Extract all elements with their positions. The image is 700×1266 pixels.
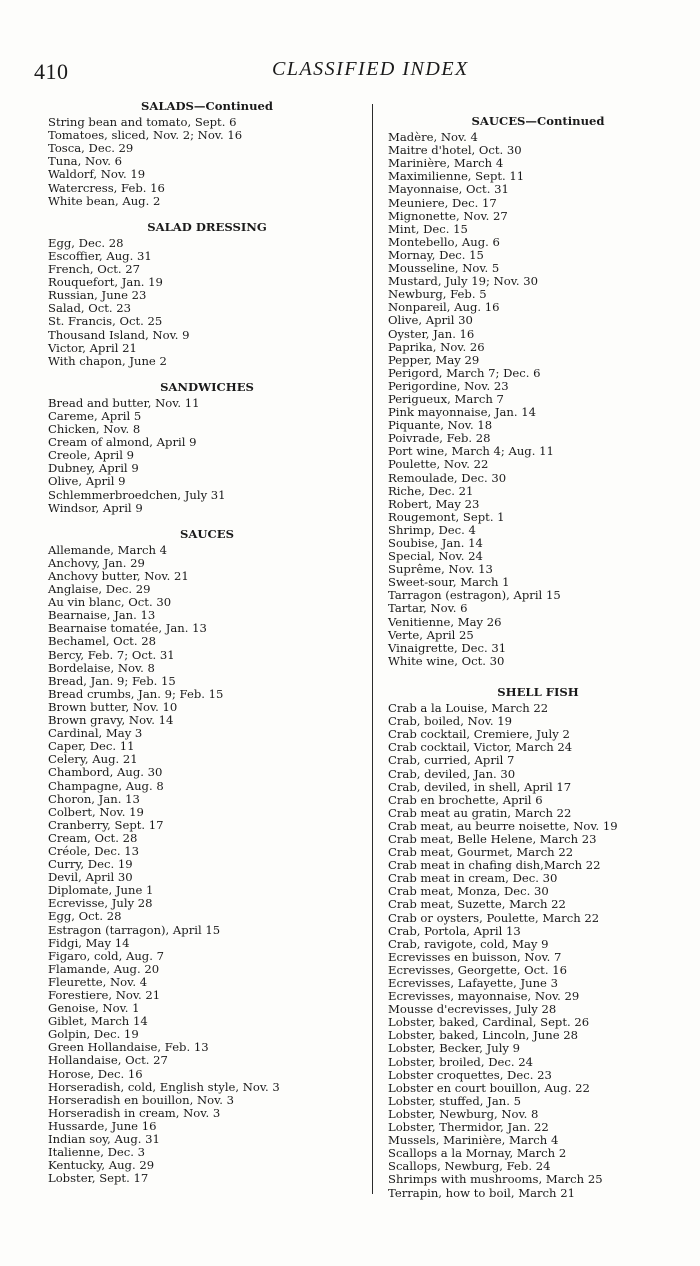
left-column	[48, 100, 366, 1185]
index-entry: Scallops a la Mornay, March 2	[388, 1146, 567, 1161]
index-entry: Anglaise, Dec. 29	[48, 582, 151, 597]
index-entry: Anchovy butter, Nov. 21	[48, 569, 189, 583]
index-entry: Perigord, March 7; Dec. 6	[388, 365, 541, 380]
index-entry: Crab, curried, April 7	[388, 753, 515, 768]
index-entry: Chicken, Nov. 8	[48, 422, 141, 437]
section-heading: SAUCES—Continued	[471, 114, 605, 128]
index-entry: Bordelaise, Nov. 8	[48, 660, 155, 675]
index-entry: Caper, Dec. 11	[48, 739, 135, 754]
index-entry: Crab meat in chafing dish,March 22	[388, 858, 601, 873]
index-entry: Shrimp, Dec. 4	[388, 522, 476, 537]
index-entry: Salad, Oct. 23	[48, 301, 132, 316]
index-entry: With chapon, June 2	[48, 353, 167, 368]
index-entry: Cream, Oct. 28	[48, 830, 138, 845]
index-entry: Bread crumbs, Jan. 9; Feb. 15	[48, 686, 224, 701]
index-entry: Ecrevisse, July 28	[48, 896, 153, 911]
index-entry: Créole, Dec. 13	[48, 843, 139, 858]
page-number: 410	[34, 59, 69, 84]
index-entry: Soubise, Jan. 14	[388, 536, 483, 550]
index-entry: Horseradish en bouillon, Nov. 3	[48, 1092, 234, 1107]
index-entry: Choron, Jan. 13	[48, 791, 140, 806]
index-entry: Nonpareil, Aug. 16	[388, 300, 500, 315]
index-entry: Crab meat, Monza, Dec. 30	[388, 884, 549, 899]
index-entry: Lobster, Sept. 17	[48, 1171, 149, 1186]
index-entry: Giblet, March 14	[48, 1014, 148, 1029]
index-entry: Suprême, Nov. 13	[388, 562, 493, 577]
index-entry: Crab, deviled, in shell, April 17	[388, 779, 572, 794]
index-entry: Au vin blanc, Oct. 30	[48, 595, 172, 610]
index-entry: Piquante, Nov. 18	[388, 418, 493, 433]
index-entry: Genoise, Nov. 1	[48, 1001, 140, 1016]
index-entry: Montebello, Aug. 6	[388, 234, 500, 249]
index-entry: Crab or oysters, Poulette, March 22	[388, 910, 600, 925]
index-entry: Curry, Dec. 19	[48, 857, 133, 872]
index-entry: Mignonette, Nov. 27	[388, 208, 508, 223]
index-entry: Figaro, cold, Aug. 7	[48, 948, 164, 963]
index-entry: Mayonnaise, Oct. 31	[388, 182, 509, 197]
index-entry: Champagne, Aug. 8	[48, 778, 164, 793]
index-entry: Ecrevisses, Georgette, Oct. 16	[388, 962, 567, 977]
index-entry: Italienne, Dec. 3	[48, 1145, 145, 1160]
index-entry: Indian soy, Aug. 31	[48, 1132, 160, 1147]
index-entry-list	[388, 131, 688, 668]
index-entry: Ecrevisses, mayonnaise, Nov. 29	[388, 989, 580, 1004]
section-heading: SHELL FISH	[497, 684, 579, 699]
index-entry: Lobster, baked, Lincoln, June 28	[388, 1028, 578, 1043]
index-entry: Crab, ravigote, cold, May 9	[388, 936, 549, 951]
index-entry: Oyster, Jan. 16	[388, 326, 475, 341]
index-entry: Colbert, Nov. 19	[48, 804, 144, 819]
index-entry: Crab, deviled, Jan. 30	[388, 766, 516, 781]
index-entry: Lobster, baked, Cardinal, Sept. 26	[388, 1015, 590, 1030]
index-entry: Lobster en court bouillon, Aug. 22	[388, 1080, 590, 1095]
index-entry-list	[48, 116, 366, 208]
index-entry: Meuniere, Dec. 17	[388, 195, 497, 210]
index-entry-list	[48, 544, 366, 1186]
index-entry: Creole, April 9	[48, 448, 135, 463]
index-entry: Schlemmerbroedchen, July 31	[48, 487, 226, 502]
index-entry: Mussels, Marinière, March 4	[388, 1133, 559, 1148]
index-entry: Ecrevisses en buisson, Nov. 7	[388, 949, 562, 964]
index-entry: Pink mayonnaise, Jan. 14	[388, 405, 537, 420]
index-entry: Watercress, Feb. 16	[48, 180, 165, 195]
index-entry: String bean and tomato, Sept. 6	[48, 115, 237, 130]
index-entry: Bearnaise, Jan. 13	[48, 608, 156, 623]
index-entry: Tarragon (estragon), April 15	[388, 588, 561, 603]
index-entry: Diplomate, June 1	[48, 883, 154, 898]
index-entry: Tuna, Nov. 6	[48, 154, 122, 169]
index-entry: Crab, Portola, April 13	[388, 923, 521, 938]
index-entry: Fleurette, Nov. 4	[48, 974, 148, 989]
index-entry: Lobster, Becker, July 9	[388, 1041, 521, 1056]
index-entry: Escoffier, Aug. 31	[48, 248, 152, 263]
index-entry: Maximilienne, Sept. 11	[388, 169, 525, 184]
right-column	[388, 97, 688, 1200]
index-entry: Cranberry, Sept. 17	[48, 817, 164, 832]
index-entry: Terrapin, how to boil, March 21	[388, 1185, 575, 1200]
index-entry: St. Francis, Oct. 25	[48, 314, 163, 329]
index-entry-list	[48, 397, 366, 515]
index-entry: Thousand Island, Nov. 9	[48, 327, 190, 342]
index-entry: Poulette, Nov. 22	[388, 457, 489, 472]
index-entry: Vinaigrette, Dec. 31	[388, 640, 507, 655]
index-entry: Celery, Aug. 21	[48, 752, 138, 767]
index-entry: Lobster, broiled, Dec. 24	[388, 1054, 533, 1069]
index-entry: Kentucky, Aug. 29	[48, 1158, 155, 1173]
index-entry: Brown butter, Nov. 10	[48, 699, 178, 714]
index-entry: Hollandaise, Oct. 27	[48, 1053, 168, 1068]
index-entry: Lobster croquettes, Dec. 23	[388, 1067, 552, 1082]
index-entry: Chambord, Aug. 30	[48, 765, 163, 780]
index-entry: Windsor, April 9	[48, 500, 143, 515]
index-entry: Poivrade, Feb. 28	[388, 431, 491, 446]
index-entry: Crab cocktail, Victor, March 24	[388, 740, 573, 755]
index-entry: Estragon (tarragon), April 15	[48, 922, 221, 937]
index-entry: Rougemont, Sept. 1	[388, 509, 505, 524]
index-entry: Olive, April 30	[388, 313, 473, 328]
index-entry: Egg, Oct. 28	[48, 909, 122, 924]
index-entry: Green Hollandaise, Feb. 13	[48, 1040, 209, 1055]
index-entry: Crab meat in cream, Dec. 30	[388, 871, 558, 886]
index-entry: Crab en brochette, April 6	[388, 792, 543, 807]
index-entry: Cardinal, May 3	[48, 726, 143, 741]
index-entry: Pepper, May 29	[388, 352, 480, 367]
running-head: CLASSIFIED INDEX	[272, 58, 469, 80]
index-entry: Crab meat, Belle Helene, March 23	[388, 831, 597, 846]
index-entry: White wine, Oct. 30	[388, 653, 505, 668]
index-entry: Ecrevisses, Lafayette, June 3	[388, 976, 558, 990]
index-entry: Tartar, Nov. 6	[388, 601, 468, 616]
section-heading: SALAD DRESSING	[147, 219, 267, 234]
index-entry: Horose, Dec. 16	[48, 1066, 143, 1081]
index-entry: Crab meat au gratin, March 22	[388, 805, 572, 820]
index-entry: Crab a la Louise, March 22	[388, 701, 549, 716]
index-entry: Hussarde, June 16	[48, 1118, 157, 1133]
index-entry: Fidgi, May 14	[48, 935, 130, 950]
index-entry: French, Oct. 27	[48, 262, 141, 277]
index-entry: Forestiere, Nov. 21	[48, 988, 161, 1002]
index-entry: Tomatoes, sliced, Nov. 2; Nov. 16	[48, 128, 243, 143]
index-entry: Paprika, Nov. 26	[388, 339, 485, 354]
index-entry: Port wine, March 4; Aug. 11	[388, 444, 554, 459]
index-entry: Golpin, Dec. 19	[48, 1027, 139, 1042]
index-entry: Bercy, Feb. 7; Oct. 31	[48, 647, 175, 662]
section-heading: SAUCES	[180, 526, 234, 541]
index-entry: Sweet-sour, March 1	[388, 575, 510, 590]
index-entry: Crab, boiled, Nov. 19	[388, 714, 513, 729]
index-entry: Maitre d'hotel, Oct. 30	[388, 143, 522, 158]
index-entry: Anchovy, Jan. 29	[48, 555, 145, 570]
index-entry: Egg, Dec. 28	[48, 235, 124, 250]
index-entry: Crab meat, Gourmet, March 22	[388, 845, 574, 860]
index-entry: Venitienne, May 26	[388, 614, 502, 629]
index-entry: Crab meat, au beurre noisette, Nov. 19	[388, 818, 618, 833]
index-entry: Lobster, Newburg, Nov. 8	[388, 1106, 539, 1121]
index-entry: Bread, Jan. 9; Feb. 15	[48, 673, 176, 688]
index-entry: Careme, April 5	[48, 408, 142, 423]
index-entry: Brown gravy, Nov. 14	[48, 713, 174, 728]
index-entry: Russian, June 23	[48, 288, 147, 303]
index-entry-list	[48, 237, 366, 368]
index-entry: Crab meat, Suzette, March 22	[388, 897, 566, 912]
index-entry: Madère, Nov. 4	[388, 130, 478, 145]
index-entry: Cream of almond, April 9	[48, 435, 197, 450]
index-entry: Perigueux, March 7	[388, 391, 504, 406]
index-entry: Bread and butter, Nov. 11	[48, 395, 200, 410]
index-entry: Marinière, March 4	[388, 156, 504, 171]
index-entry: Scallops, Newburg, Feb. 24	[388, 1159, 551, 1174]
index-entry: Lobster, Thermidor, Jan. 22	[388, 1120, 549, 1135]
index-entry: Flamande, Aug. 20	[48, 961, 160, 976]
index-entry: Tosca, Dec. 29	[48, 141, 134, 156]
index-entry: Lobster, stuffed, Jan. 5	[388, 1093, 521, 1108]
index-entry: Devil, April 30	[48, 870, 133, 885]
index-entry: Robert, May 23	[388, 496, 480, 511]
index-entry: Mousse d'ecrevisses, July 28	[388, 1002, 557, 1017]
index-entry: Mint, Dec. 15	[388, 221, 468, 236]
section-heading: SANDWICHES	[160, 379, 254, 394]
index-entry: Crab cocktail, Cremiere, July 2	[388, 727, 570, 742]
index-entry: Remoulade, Dec. 30	[388, 470, 507, 485]
index-entry: Perigordine, Nov. 23	[388, 378, 509, 393]
index-entry: Mustard, July 19; Nov. 30	[388, 274, 539, 289]
index-entry: Bearnaise tomatée, Jan. 13	[48, 621, 207, 636]
index-entry: Newburg, Feb. 5	[388, 287, 487, 302]
index-entry: Special, Nov. 24	[388, 549, 483, 564]
column-divider	[372, 104, 373, 1194]
index-entry: Rouquefort, Jan. 19	[48, 275, 163, 290]
index-entry: Victor, April 21	[48, 340, 137, 355]
index-entry: Olive, April 9	[48, 474, 126, 489]
index-entry: Mornay, Dec. 15	[388, 247, 484, 262]
index-entry: Allemande, March 4	[48, 542, 168, 557]
index-entry: Riche, Dec. 21	[388, 483, 474, 498]
index-entry: Mousseline, Nov. 5	[388, 261, 500, 276]
index-entry: Bechamel, Oct. 28	[48, 634, 156, 649]
index-entry: Dubney, April 9	[48, 461, 139, 476]
section-heading: SALADS—Continued	[140, 99, 274, 113]
index-entry: White bean, Aug. 2	[48, 193, 161, 208]
index-entry: Shrimps with mushrooms, March 25	[388, 1172, 603, 1187]
index-entry: Verte, April 25	[388, 627, 474, 642]
index-entry: Horseradish, cold, English style, Nov. 3	[48, 1079, 280, 1094]
index-entry: Waldorf, Nov. 19	[48, 167, 146, 182]
index-entry: Horseradish in cream, Nov. 3	[48, 1105, 221, 1120]
index-entry-list	[388, 702, 688, 1200]
